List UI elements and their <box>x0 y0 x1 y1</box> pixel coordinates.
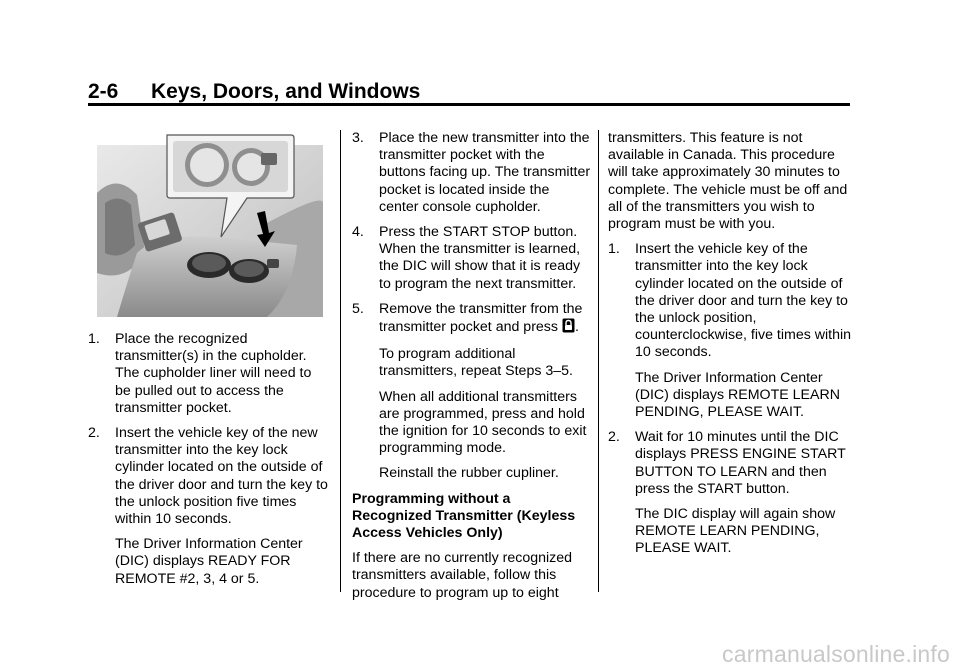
step-number: 5. <box>352 300 364 317</box>
column-3 <box>608 130 854 566</box>
step-number: 2. <box>88 425 100 442</box>
step-2 <box>88 425 328 528</box>
step-number: 1. <box>608 241 620 258</box>
step-1 <box>88 331 328 417</box>
step-2-note: The Driver Information Center (DIC) displays READY FOR REMOTE #2, 3, 4 or 5. <box>115 536 303 587</box>
step-text: Wait for 10 minutes until the DIC displays PRESS ENGINE START BUTTON TO LEARN and then press the START button. <box>635 429 846 497</box>
step-text: Insert the vehicle key of the new transmitter into the key lock cylinder located on the outside of the driver door and turn the key to the unlock position five times within 10 seconds. <box>115 425 328 528</box>
step-5-note-3: Reinstall the rubber cupliner. <box>379 465 559 482</box>
page-header <box>88 78 850 106</box>
step-number: 4. <box>352 224 364 241</box>
cupholder-transmitter-pocket-illustration-icon <box>97 133 323 317</box>
step-text: Place the new transmitter into the transmitter pocket with the buttons facing up. The transmitter pocket is located inside the center console cupholder. <box>379 130 591 215</box>
step-5-note-1: To program additional transmitters, repeat Steps 3–5. <box>379 346 573 380</box>
step-number: 3. <box>352 130 364 146</box>
step-text: Place the recognized transmitter(s) in the cupholder. The cupholder liner will need to be pulled out to access the transmitter pocket. <box>115 331 312 416</box>
step-4 <box>352 224 592 293</box>
step-1-note: The Driver Information Center (DIC) displays REMOTE LEARN PENDING, PLEASE WAIT. <box>635 369 840 421</box>
intro-paragraph: If there are no currently recognized transmitters available, follow this procedure to program up to eight <box>352 550 573 601</box>
section-title: Keys, Doors, and Windows <box>151 80 421 103</box>
step-2 <box>608 429 854 498</box>
step-3 <box>352 130 592 216</box>
column-divider-1 <box>340 130 341 592</box>
column-1 <box>88 331 328 596</box>
column-divider-2 <box>598 130 599 592</box>
cupholder-illustration <box>97 133 323 317</box>
step-2-note: The DIC display will again show REMOTE LEARN PENDING, PLEASE WAIT. <box>635 506 836 557</box>
header-rule <box>88 103 850 106</box>
step-5-note-2: When all additional transmitters are programmed, press and hold the ignition for 10 seconds to exit programming mode. <box>379 388 587 457</box>
step-number: 2. <box>608 429 620 446</box>
step-1 <box>608 241 854 361</box>
subsection-heading: Programming without a Recognized Transmitter (Keyless Access Vehicles Only) <box>352 490 576 542</box>
intro-paragraph-continued: transmitters. This feature is not available in Canada. This procedure will take approximately 30 minutes to complete. The vehicle must be off and all of the transmitters you wish to program must be with you. <box>608 130 848 233</box>
step-text: Remove the transmitter from the transmitter pocket and press <box>379 300 583 336</box>
step-number: 1. <box>88 331 100 347</box>
lock-icon <box>562 318 575 338</box>
step-text: Insert the vehicle key of the transmitter into the key lock cylinder located on the outside of the driver door and turn the key to the unlock position, counterclockwise, five times within 10 seconds. <box>635 241 852 361</box>
step-5 <box>352 301 592 338</box>
step-text: Press the START STOP button. When the transmitter is learned, the DIC will show that it is ready to program the next transmitter. <box>379 224 581 292</box>
site-watermark: carmanualsonline.info <box>722 641 950 667</box>
step-text-end: . <box>574 319 579 336</box>
page-number: 2-6 <box>88 80 119 103</box>
column-2 <box>352 130 592 610</box>
